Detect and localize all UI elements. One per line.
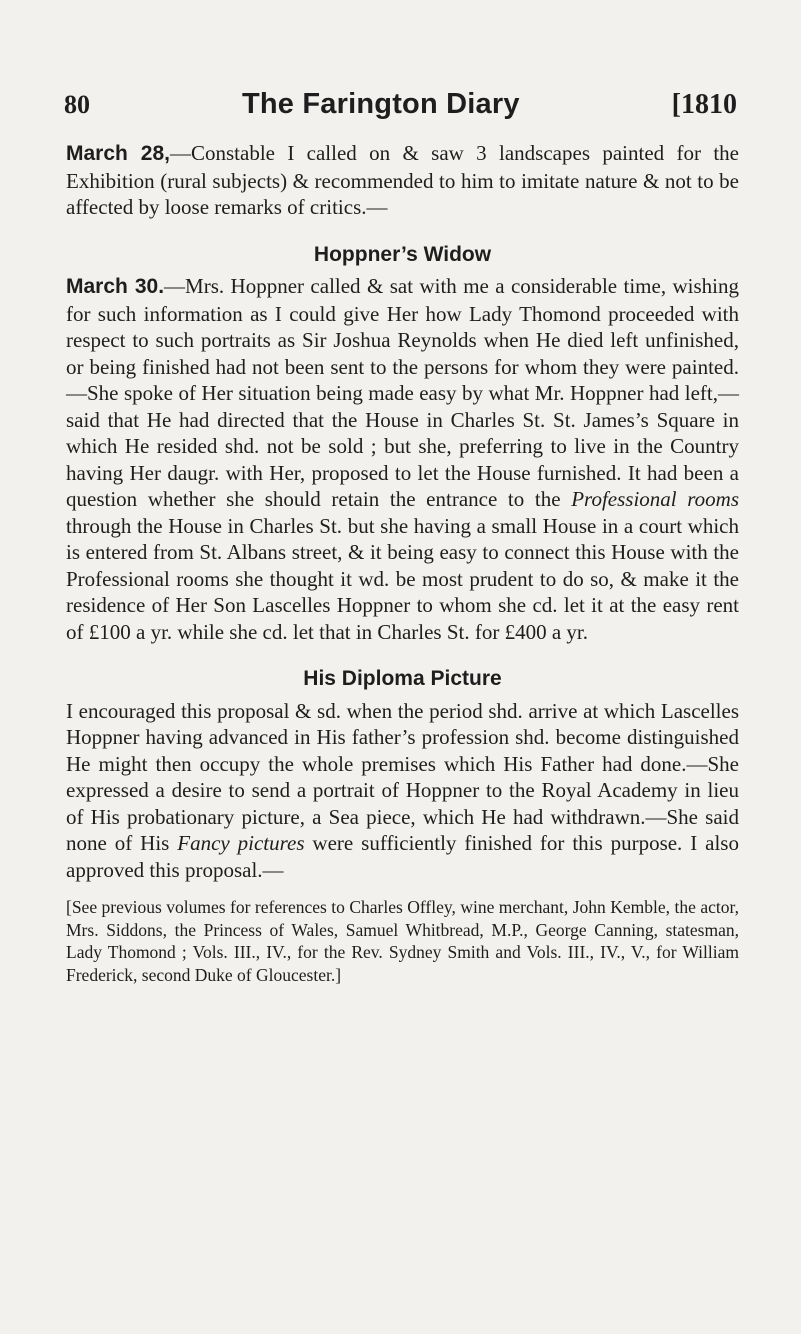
editorial-footnote: [See previous volumes for references to Charles Offley, wine merchant, John Kemble, the actor, Mrs. Siddons, the Princess of Wales, Samuel Whitbread, M.P., George Canning, statesman, Lady Thomond ; Vols. III., IV., for the Rev. Sydney Smith and Vols. III., IV., V., for William Frederick, second Duke of Gloucester.] xyxy=(66,897,739,985)
running-title: The Farington Diary xyxy=(241,88,520,120)
entry-text-part-b: through the House in Charles St. but she having a small House in a court which is entered from St. Albans street, & it being easy to connect this House with the Professional rooms she thought it wd. be most prudent to do so, & make it the residence of Her Son Lascelles Hoppner to whom she cd. let it at the easy rent of £100 a yr. while she cd. let that in Charles St. for £400 a yr. xyxy=(66,513,739,644)
page-number: 80 xyxy=(64,90,90,119)
entry-italic-phrase: Professional rooms xyxy=(571,487,740,511)
entry-text-part-a: I encouraged this proposal & sd. when the period shd. arrive at which Lascelles Hoppner having advanced in His father’s profession shd. become distinguished He might then occupy the whole premises which His Father had done.—She expressed a desire to send a portrait of Hoppner to the Royal Academy in lieu of His probationary picture, a Sea piece, which He had withdrawn.—She said none of His xyxy=(66,698,739,855)
section-heading-widow: Hoppner’s Widow xyxy=(313,242,492,266)
entry-continuation xyxy=(66,698,739,884)
entry-text: —Constable I called on & saw 3 landscapes painted for the Exhibition (rural subjects) & recommended to him to imitate nature & not to be affected by loose remarks of critics.— xyxy=(66,141,739,219)
entry-date: March 28, xyxy=(66,142,170,165)
running-header xyxy=(64,88,737,121)
section-heading-diploma: His Diploma Picture xyxy=(303,667,502,690)
entry-italic-phrase: Fancy pictures xyxy=(177,831,305,855)
entry-text-part-a: —Mrs. Hoppner called & sat with me a considerable time, wishing for such information as I could give Her how Lady Thomond proceeded with respect to such portraits as Sir Joshua Reynolds when He died left unfinished, or being finished had not been sent to the persons for whom they were painted.—She spoke of Her situation being made easy by what Mr. Hoppner had left,—said that He had directed that the House in Charles St. St. James’s Square in which He resided shd. not be sold ; but she, preferring to live in the Country having Her daugr. with Her, proposed to let the House furnished. It had been a question whether she should retain the entrance to the xyxy=(66,274,739,511)
entry-march-28 xyxy=(66,140,739,221)
page-body xyxy=(66,140,739,1004)
entry-date: March 30. xyxy=(66,275,165,298)
running-year: [1810 xyxy=(671,89,737,120)
entry-march-30 xyxy=(66,273,739,645)
entry-text-part-b: were sufficiently finished for this purpose. I also approved this proposal.— xyxy=(66,831,739,882)
